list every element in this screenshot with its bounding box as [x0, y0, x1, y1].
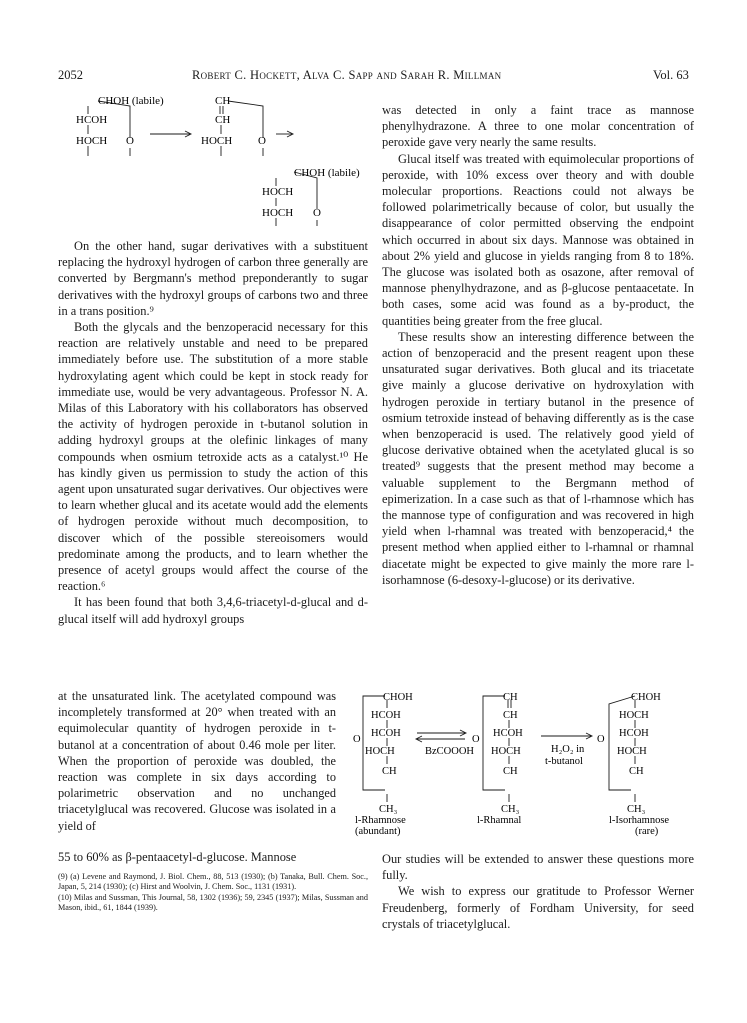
s2-b-c6: CH₃	[501, 804, 520, 815]
left-paragraph-3-rest: at the unsaturated link. The acetylated compound was incompletely transformed at 20° when treated with an equimolecular quantity of hydrogen peroxide in t-butanol at a concentration of about 0.46 mole per liter. When the proportion of peroxide was doubled, the reaction was complete in six days according to polarimetric observation and no unchanged triacetylglucal was recovered. Glucose was isolated in a yield of	[58, 689, 336, 833]
s1-m2-c1: CH	[215, 95, 231, 107]
s1-m3-ring-o: O	[313, 207, 321, 219]
s2-b-name: l-Rhamnal	[477, 815, 522, 826]
header-authors: Robert C. Hockett, Alva C. Sapp and Sarah R. Millman	[192, 68, 502, 82]
left-paragraph-3-end: 55 to 60% as β-pentaacetyl-d-glucose. Mannose	[58, 850, 297, 864]
s2-b-c3: HCOH	[493, 728, 523, 739]
s2-a-c3: HCOH	[371, 728, 401, 739]
s1-m2-ring-o: O	[258, 135, 266, 147]
scheme-glucal-hydroxylation	[58, 92, 378, 242]
footnotes	[58, 872, 368, 914]
s2-reagent-2a: H₂O₂ in	[551, 744, 585, 755]
left-paragraph-1: On the other hand, sugar derivatives with a substituent replacing the hydroxyl hydrogen of carbon three generally are converted by Bergmann's method preponderantly to sugar derivatives with the hydroxyl groups of carbons two and three in a trans position.⁹	[58, 239, 368, 318]
s1-m1-c3: HOCH	[76, 135, 108, 147]
s2-c-c1: CHOH	[631, 692, 661, 703]
s2-c-ring-o: O	[597, 734, 605, 745]
s2-c-c4: HOCH	[617, 746, 647, 757]
s2-b-ring-o: O	[472, 734, 480, 745]
scheme-rhamnal-hydroxylation	[345, 690, 705, 840]
s2-c-c5: CH	[629, 766, 644, 777]
left-column-lower	[58, 688, 336, 834]
s2-a-c6: CH₃	[379, 804, 398, 815]
header-volume: Vol. 63	[653, 68, 689, 82]
s2-b-c2: CH	[503, 710, 518, 721]
right-column-lower	[382, 851, 694, 932]
s1-m1-c1: CHOH (labile)	[98, 95, 164, 107]
s2-a-c2: HCOH	[371, 710, 401, 721]
right-paragraph-3: These results show an interesting difference between the action of benzoperacid and the present reagent upon these unsaturated sugar derivatives. Both glucal and its triacetate give mainly a glucose derivative on hydroxylation with hydrogen peroxide in tertiary butanol in the presence of osmium tetroxide instead of behaving differently as is the case when benzoperacid is used. The relatively good yield of glucose derivative obtained when the acetylated glucal is so treated⁹ suggests that the present method may become a valuable supplement to the Bergmann method of epimerization. In a case such as that of l-rhamnose which has the mannose type of configuration and was recovered in high yield when l-rhamnal was treated with benzoperacid,⁴ the present method when applied either to l-rhamnal or rhamnal diacetate might be expected to give mainly the more rare l-isorhamnose (6-desoxy-l-glucose) or its derivative.	[382, 329, 694, 587]
right-column	[382, 102, 694, 588]
s2-b-c1: CH	[503, 692, 518, 703]
s1-m1-ring-o: O	[126, 135, 134, 147]
right-paragraph-5: We wish to express our gratitude to Professor Werner Freudenberg, formerly of Fordham University, for seed crystals of triacetylglucal.	[382, 884, 694, 931]
s1-m2-c2: CH	[215, 114, 231, 126]
s2-reagent-1: BzCOOOH	[425, 746, 474, 757]
footnote-9: (9) (a) Levene and Raymond, J. Biol. Chem., 88, 513 (1930); (b) Tanaka, Bull. Chem. Soc., Japan, 5, 214 (1930); (c) Hirst and Woolvin, J. Chem. Soc., 1131 (1931).	[58, 872, 368, 892]
s1-m3-c2: HOCH	[262, 186, 294, 198]
s2-c-c3: HCOH	[619, 728, 649, 739]
s1-m3-c1: CHOH (labile)	[294, 167, 360, 179]
left-paragraph-2: Both the glycals and the benzoperacid necessary for this reaction are relatively unstable and need to be prepared immediately before use. The substitution of a more stable hydroxylating agent which could be kept in stock ready for immediate use, would be very advantageous. Professor N. A. Milas of this Laboratory with his collaborators has observed the activity of hydrogen peroxide in t-butanol solution in adding hydroxyl groups at the olefinic linkages of many compounds when osmium tetroxide acts as a catalyst.¹⁰ He has kindly given us permission to study the action of this agent upon unsaturated sugar derivatives. Our objectives were to learn whether glucal and its acetate would add the elements of hydrogen peroxide without much decomposition, to discover which of the possible stereoisomers would predominate among the products, and to learn whether the presence of acetyl groups would affect the course of the reaction.⁶	[58, 320, 368, 594]
s1-m3-c3: HOCH	[262, 207, 294, 219]
s1-m2-c3: HOCH	[201, 135, 233, 147]
right-paragraph-4: Our studies will be extended to answer these questions more fully.	[382, 852, 694, 883]
s2-b-c5: CH	[503, 766, 518, 777]
right-paragraph-1: was detected in only a faint trace as mannose phenylhydrazone. A three to one molar concentration of peroxide gave very nearly the same results.	[382, 103, 694, 150]
s2-reagent-2b: t-butanol	[545, 756, 583, 767]
left-paragraph-3-start: It has been found that both 3,4,6-triacetyl-d-glucal and d-glucal itself will add hydroxyl groups	[58, 595, 368, 626]
s2-a-note: (abundant)	[355, 826, 401, 837]
footnote-10: (10) Milas and Sussman, This Journal, 58, 1302 (1936); 59, 2345 (1937); Milas, Sussman and Mason, ibid., 61, 1844 (1939).	[58, 892, 368, 913]
left-column	[58, 238, 368, 627]
s1-m1-c2: HCOH	[76, 114, 108, 126]
s2-c-name: l-Isorhamnose	[609, 815, 670, 826]
s2-c-note: (rare)	[635, 826, 659, 837]
running-header	[0, 68, 747, 84]
s2-b-c4: HOCH	[491, 746, 521, 757]
s2-c-c2: HOCH	[619, 710, 649, 721]
page-number: 2052	[58, 68, 83, 82]
s2-a-c1: CHOH	[383, 692, 413, 703]
s2-a-name: l-Rhamnose	[355, 815, 406, 826]
s2-c-c6: CH₃	[627, 804, 646, 815]
s2-a-c5: CH	[382, 766, 397, 777]
s2-a-c4: HOCH	[365, 746, 395, 757]
left-column-last-line	[58, 849, 368, 865]
s2-a-ring-o: O	[353, 734, 361, 745]
right-paragraph-2: Glucal itself was treated with equimolecular proportions of peroxide, with 10% excess over theory and with double molecular proportions. Reactions could not always be followed polarimetrically because of color, but usually the disappearance of color permitted observing the endpoint which occurred in about six days. Mannose was obtained in about 2% yield and glucose in yields ranging from 8 to 18%. The glucose was isolated both as osazone, after removal of mannose phenylhydrazone, and as β-glucose pentaacetate. In both cases, some acid was found as a by-product, the quantities being greater from the free glucal.	[382, 151, 694, 328]
